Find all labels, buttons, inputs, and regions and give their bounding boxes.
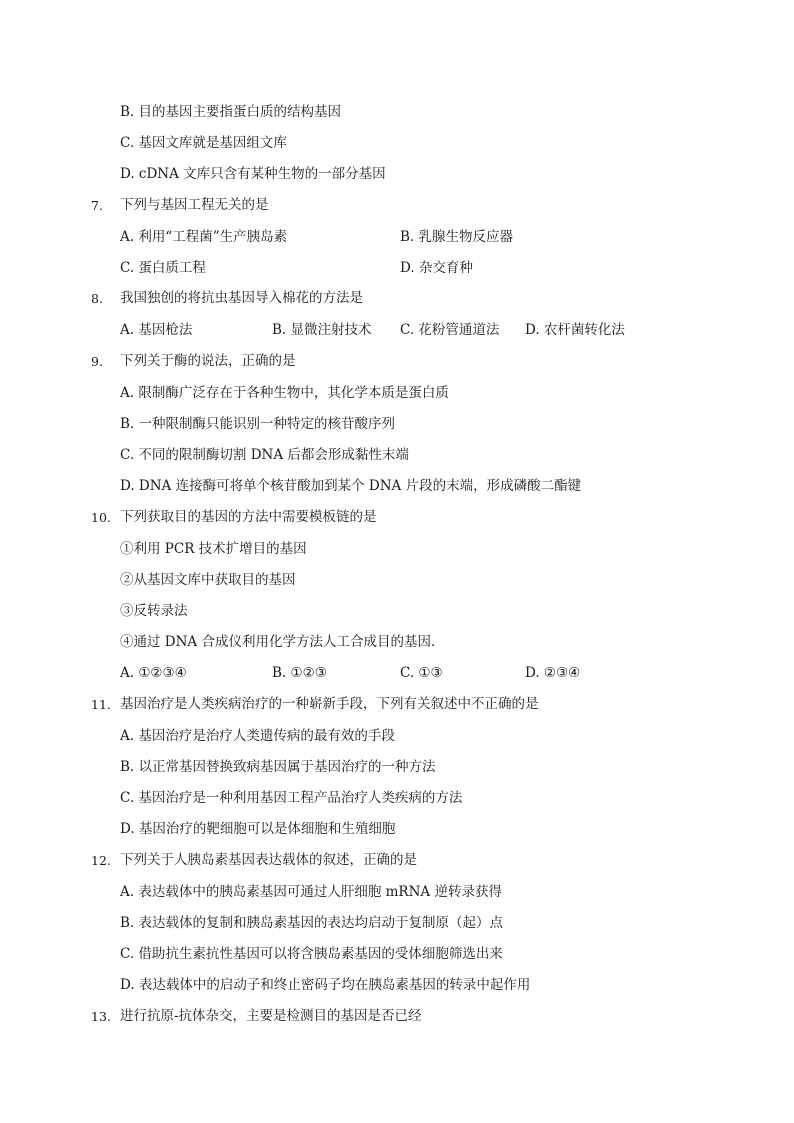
q10-option-b: B. ①②③ xyxy=(272,665,327,681)
q10-statement-2: ②从基因文库中获取目的基因 xyxy=(120,572,296,588)
q10-option-a: A. ①②③④ xyxy=(120,665,187,681)
q12-option-b: B. 表达载体的复制和胰岛素基因的表达均启动于复制原（起）点 xyxy=(120,915,504,931)
q10-statement-4: ④通过 DNA 合成仪利用化学方法人工合成目的基因． xyxy=(120,634,445,650)
q12-option-c: C. 借助抗生素抗性基因可以将含胰岛素基因的受体细胞筛选出来 xyxy=(120,946,503,962)
q12-number: 12. xyxy=(91,853,111,868)
q10-option-d: D. ②③④ xyxy=(525,665,581,681)
q11-stem: 基因治疗是人类疾病治疗的一种崭新手段，下列有关叙述中不正确的是 xyxy=(120,696,539,712)
q6-option-d: D. cDNA 文库只含有某种生物的一部分基因 xyxy=(120,166,386,182)
q9-option-c: C. 不同的限制酶切割 DNA 后都会形成黏性末端 xyxy=(120,447,409,463)
q10-option-c: C. ①③ xyxy=(400,665,443,681)
q9-option-a: A. 限制酶广泛存在于各种生物中，其化学本质是蛋白质 xyxy=(120,385,449,401)
q11-option-b: B. 以正常基因替换致病基因属于基因治疗的一种方法 xyxy=(120,759,436,775)
q9-stem: 下列关于酶的说法，正确的是 xyxy=(120,353,296,369)
q7-option-d: D. 杂交育种 xyxy=(400,260,473,276)
q11-number: 11. xyxy=(91,697,111,712)
q7-option-b: B. 乳腺生物反应器 xyxy=(400,229,514,245)
q6-option-b: B. 目的基因主要指蛋白质的结构基因 xyxy=(120,104,342,120)
q12-stem: 下列关于人胰岛素基因表达载体的叙述，正确的是 xyxy=(120,852,417,868)
q6-option-c: C. 基因文库就是基因组文库 xyxy=(120,135,287,151)
q8-option-b: B. 显微注射技术 xyxy=(272,322,372,338)
q11-option-c: C. 基因治疗是一种利用基因工程产品治疗人类疾病的方法 xyxy=(120,790,463,806)
q7-stem: 下列与基因工程无关的是 xyxy=(120,197,269,213)
q7-option-a: A. 利用“工程菌”生产胰岛素 xyxy=(120,229,288,245)
q9-number: 9. xyxy=(91,354,103,369)
q9-option-b: B. 一种限制酶只能识别一种特定的核苷酸序列 xyxy=(120,416,396,432)
q13-stem: 进行抗原-抗体杂交，主要是检测目的基因是否已经 xyxy=(120,1008,422,1024)
q10-statement-1: ①利用 PCR 技术扩增目的基因 xyxy=(120,541,307,557)
q7-option-c: C. 蛋白质工程 xyxy=(120,260,206,276)
q10-statement-3: ③反转录法 xyxy=(120,603,188,619)
q8-option-c: C. 花粉管通道法 xyxy=(400,322,500,338)
q10-number: 10. xyxy=(91,510,111,525)
q8-option-d: D. 农杆菌转化法 xyxy=(525,322,625,338)
q12-option-a: A. 表达载体中的胰岛素基因可通过人肝细胞 mRNA 逆转录获得 xyxy=(120,884,502,900)
q8-stem: 我国独创的将抗虫基因导入棉花的方法是 xyxy=(120,290,363,306)
q11-option-d: D. 基因治疗的靶细胞可以是体细胞和生殖细胞 xyxy=(120,821,396,837)
q10-stem: 下列获取目的基因的方法中需要模板链的是 xyxy=(120,509,377,525)
q12-option-d: D. 表达载体中的启动子和终止密码子均在胰岛素基因的转录中起作用 xyxy=(120,977,531,993)
q11-option-a: A. 基因治疗是治疗人类遗传病的最有效的手段 xyxy=(120,728,395,744)
q8-number: 8. xyxy=(91,291,103,306)
q7-number: 7. xyxy=(91,198,103,213)
q8-option-a: A. 基因枪法 xyxy=(120,322,193,338)
q9-option-d: D. DNA 连接酶可将单个核苷酸加到某个 DNA 片段的末端，形成磷酸二酯键 xyxy=(120,478,582,494)
q13-number: 13. xyxy=(91,1009,111,1024)
